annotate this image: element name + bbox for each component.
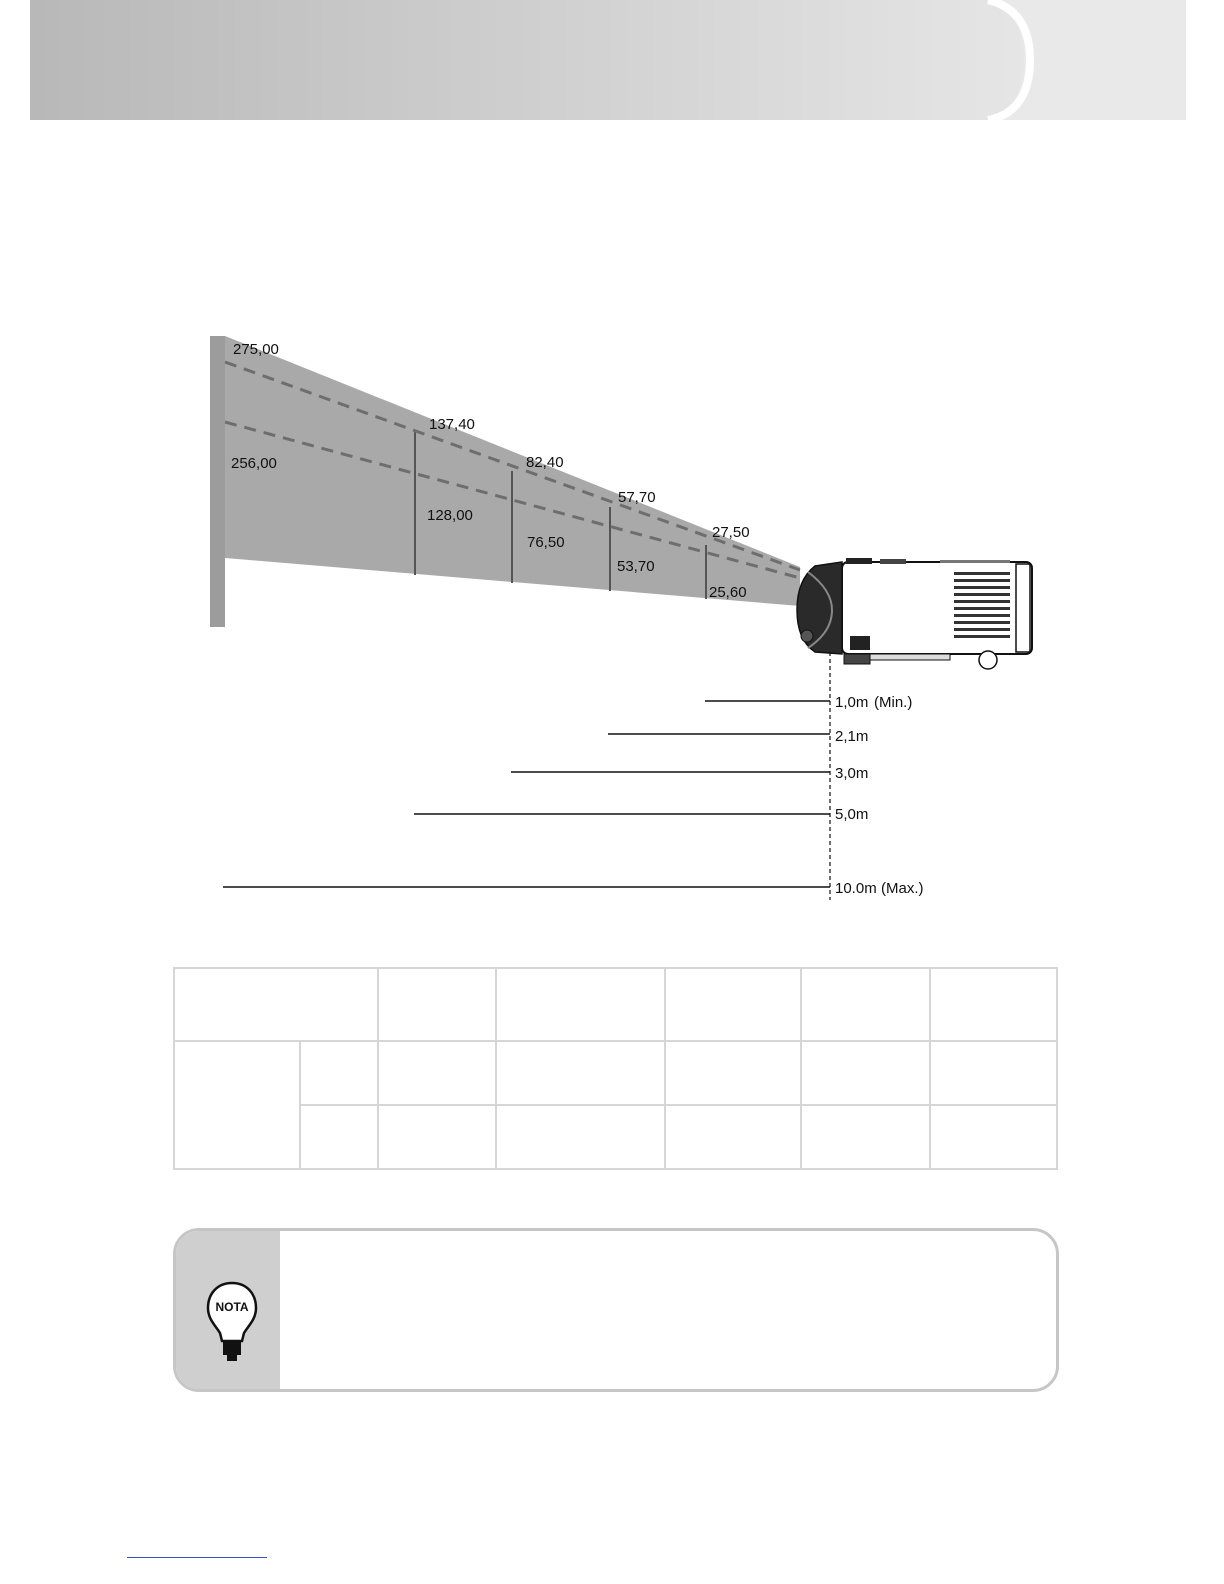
table-cell bbox=[665, 1041, 801, 1105]
width-label-2: 128,00 bbox=[427, 507, 473, 524]
width-label-5: 25,60 bbox=[709, 584, 747, 601]
table-cell bbox=[496, 1041, 665, 1105]
table-cell bbox=[300, 1105, 378, 1169]
diag-label-2: 137,40 bbox=[429, 416, 475, 433]
footer-link-underline bbox=[127, 1557, 267, 1558]
table-cell bbox=[801, 1041, 930, 1105]
table-header-cell bbox=[665, 968, 801, 1041]
diag-label-5: 27,50 bbox=[712, 524, 750, 541]
distance-value-3: 3,0m bbox=[835, 765, 869, 782]
note-sidebar bbox=[176, 1231, 280, 1389]
table-cell bbox=[378, 1041, 496, 1105]
table-header-cell bbox=[496, 968, 665, 1041]
table-cell bbox=[496, 1105, 665, 1169]
note-box bbox=[173, 1228, 1059, 1392]
table-cell bbox=[378, 1105, 496, 1169]
width-label-4: 53,70 bbox=[617, 558, 655, 575]
diag-label-3: 82,40 bbox=[526, 454, 564, 471]
distance-value-1: 1,0m bbox=[835, 694, 869, 711]
table-cell bbox=[801, 1105, 930, 1169]
note-icon-label: NOTA bbox=[215, 1300, 249, 1314]
table-header-cell bbox=[378, 968, 496, 1041]
table-row-label-cell bbox=[174, 1041, 300, 1169]
width-label-1: 256,00 bbox=[231, 455, 277, 472]
projection-table bbox=[173, 967, 1058, 1170]
projector-icon bbox=[797, 558, 1032, 669]
distance-value-2: 2,1m bbox=[835, 728, 869, 745]
table-header-cell bbox=[930, 968, 1057, 1041]
distance-note-1: (Min.) bbox=[874, 694, 913, 711]
width-label-3: 76,50 bbox=[527, 534, 565, 551]
table-header-cell bbox=[801, 968, 930, 1041]
projection-screen bbox=[210, 336, 225, 627]
lightbulb-icon bbox=[206, 1281, 258, 1365]
table-cell bbox=[665, 1105, 801, 1169]
table-header-cell bbox=[174, 968, 378, 1041]
diag-label-4: 57,70 bbox=[618, 489, 656, 506]
distance-note-5: (Max.) bbox=[881, 880, 924, 897]
table-cell bbox=[930, 1105, 1057, 1169]
table-cell bbox=[930, 1041, 1057, 1105]
distance-value-4: 5,0m bbox=[835, 806, 869, 823]
distance-value-5: 10.0m bbox=[835, 880, 877, 897]
table-cell bbox=[300, 1041, 378, 1105]
diag-label-1: 275,00 bbox=[233, 341, 279, 358]
